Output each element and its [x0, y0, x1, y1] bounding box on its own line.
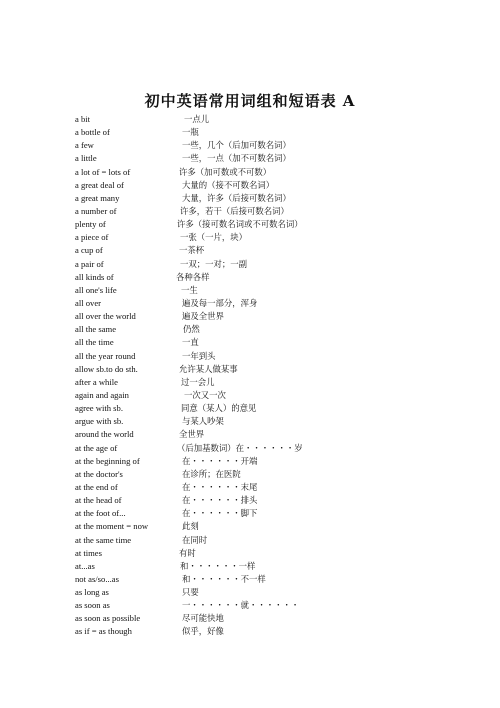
english-phrase: not as/so...as [75, 573, 119, 584]
english-phrase: at the same time [75, 534, 132, 545]
chinese-meaning: 一次又一次 [184, 389, 226, 400]
english-phrase: as long as [75, 587, 109, 598]
chinese-meaning: 一些，一点（加不可数名词） [182, 153, 291, 164]
phrase-row [0, 218, 500, 231]
phrase-row [0, 258, 500, 271]
chinese-meaning: 一张（一片，块） [180, 232, 247, 243]
english-phrase: plenty of [75, 219, 106, 230]
english-phrase: as soon as possible [75, 613, 141, 624]
phrase-row [0, 179, 500, 192]
phrase-row [0, 573, 500, 586]
phrase-row [0, 139, 500, 152]
phrase-row [0, 205, 500, 218]
phrase-row [0, 297, 500, 310]
phrase-row [0, 455, 500, 468]
chinese-meaning: 一年到头 [182, 350, 216, 361]
english-phrase: all kinds of [75, 271, 114, 282]
phrase-row [0, 534, 500, 547]
chinese-meaning: （后加基数词）在・・・・・・岁 [177, 442, 303, 453]
phrase-row [0, 625, 500, 638]
phrase-row [0, 494, 500, 507]
english-phrase: a pair of [75, 258, 104, 269]
english-phrase: a great deal of [75, 179, 124, 190]
chinese-meaning: 在・・・・・・排头 [182, 495, 258, 506]
english-phrase: a great many [75, 192, 120, 203]
chinese-meaning: 有时 [179, 547, 196, 558]
chinese-meaning: 在・・・・・・脚下 [182, 508, 258, 519]
phrase-row [0, 428, 500, 441]
english-phrase: all over the world [75, 311, 136, 322]
english-phrase: after a while [75, 376, 118, 387]
chinese-meaning: 只要 [182, 587, 199, 598]
phrase-row [0, 271, 500, 284]
chinese-meaning: 此刻 [182, 521, 199, 532]
phrase-row [0, 389, 500, 402]
english-phrase: a piece of [75, 232, 109, 243]
chinese-meaning: 过一会儿 [181, 376, 215, 387]
phrase-row [0, 363, 500, 376]
english-phrase: at times [75, 547, 102, 558]
page-title: 初中英语常用词组和短语表 A [144, 92, 356, 110]
phrase-row [0, 336, 500, 349]
english-phrase: a bit [75, 114, 91, 124]
chinese-meaning: 遍及每一部分，浑身 [182, 297, 258, 308]
phrase-row [0, 560, 500, 573]
english-phrase: at the foot of... [75, 508, 126, 519]
phrase-row [0, 612, 500, 625]
english-phrase: a few [75, 140, 94, 151]
chinese-meaning: 似乎，好像 [182, 626, 224, 637]
english-phrase: all the year round [75, 350, 136, 361]
chinese-meaning: 一直 [182, 337, 199, 348]
chinese-meaning: 全世界 [179, 429, 205, 440]
english-phrase: argue with sb. [75, 416, 124, 427]
phrase-row [0, 350, 500, 363]
chinese-meaning: 同意（某人）的意见 [181, 403, 257, 414]
english-phrase: as soon as [75, 600, 110, 611]
english-phrase: all the time [75, 337, 114, 348]
phrase-row [0, 599, 500, 612]
english-phrase: all over [75, 297, 102, 308]
phrase-row [0, 113, 500, 126]
english-phrase: around the world [75, 429, 134, 440]
english-phrase: at...as [75, 560, 95, 571]
phrase-row [0, 323, 500, 336]
phrase-row [0, 402, 500, 415]
english-phrase: a lot of = lots of [75, 166, 131, 177]
chinese-meaning: 一・・・・・・就・・・・・・ [182, 600, 300, 611]
phrase-row [0, 481, 500, 494]
chinese-meaning: 许多，若干（后接可数名词） [180, 205, 289, 216]
english-phrase: at the end of [75, 481, 118, 492]
chinese-meaning: 许多（接可数名词或不可数名词） [177, 219, 303, 230]
chinese-meaning: 各种各样 [176, 271, 210, 282]
chinese-meaning: 和・・・・・・一样 [180, 560, 256, 571]
phrase-row [0, 192, 500, 205]
phrase-row [0, 244, 500, 257]
phrase-row [0, 547, 500, 560]
chinese-meaning: 允许某人做某事 [179, 363, 238, 374]
english-phrase: as if = as though [75, 626, 132, 637]
english-phrase: again and again [75, 389, 129, 400]
phrase-row [0, 376, 500, 389]
chinese-meaning: 遍及全世界 [182, 311, 224, 322]
chinese-meaning: 与某人吵架 [182, 416, 224, 427]
english-phrase: agree with sb. [75, 403, 123, 414]
phrase-row [0, 442, 500, 455]
chinese-meaning: 一点儿 [184, 114, 210, 124]
phrase-row [0, 126, 500, 139]
chinese-meaning: 在・・・・・・开端 [182, 455, 258, 466]
english-phrase: at the head of [75, 495, 122, 506]
english-phrase: a little [75, 153, 97, 164]
english-phrase: a number of [75, 205, 117, 216]
chinese-meaning: 大量，许多（后接可数名词） [182, 192, 291, 203]
phrase-list [0, 113, 500, 639]
english-phrase: at the age of [75, 442, 118, 453]
english-phrase: at the doctor's [75, 468, 123, 479]
phrase-row [0, 166, 500, 179]
phrase-row [0, 152, 500, 165]
english-phrase: at the beginning of [75, 455, 140, 466]
chinese-meaning: 一茶杯 [179, 245, 205, 256]
phrase-row [0, 284, 500, 297]
english-phrase: a cup of [75, 245, 103, 256]
phrase-row [0, 310, 500, 323]
english-phrase: a bottle of [75, 127, 110, 138]
phrase-row [0, 468, 500, 481]
chinese-meaning: 一些，几个（后加可数名词） [182, 140, 291, 151]
phrase-row [0, 415, 500, 428]
phrase-row [0, 231, 500, 244]
chinese-meaning: 一双；一对；一副 [180, 258, 247, 269]
phrase-row [0, 507, 500, 520]
chinese-meaning: 在・・・・・・末尾 [182, 481, 258, 492]
chinese-meaning: 大量的（接不可数名词） [182, 179, 275, 190]
english-phrase: all the same [75, 324, 117, 335]
english-phrase: all one's life [75, 284, 117, 295]
chinese-meaning: 尽可能快地 [182, 613, 224, 624]
chinese-meaning: 一生 [181, 284, 198, 295]
english-phrase: allow sb.to do sth. [75, 363, 138, 374]
chinese-meaning: 和・・・・・・不一样 [182, 573, 266, 584]
phrase-row [0, 586, 500, 599]
phrase-row [0, 520, 500, 533]
chinese-meaning: 仍然 [183, 324, 200, 335]
english-phrase: at the moment = now [75, 521, 149, 532]
chinese-meaning: 在诊所；在医院 [182, 468, 241, 479]
chinese-meaning: 在同时 [182, 534, 208, 545]
chinese-meaning: 许多（加可数或不可数） [179, 166, 272, 177]
chinese-meaning: 一瓶 [182, 127, 199, 138]
